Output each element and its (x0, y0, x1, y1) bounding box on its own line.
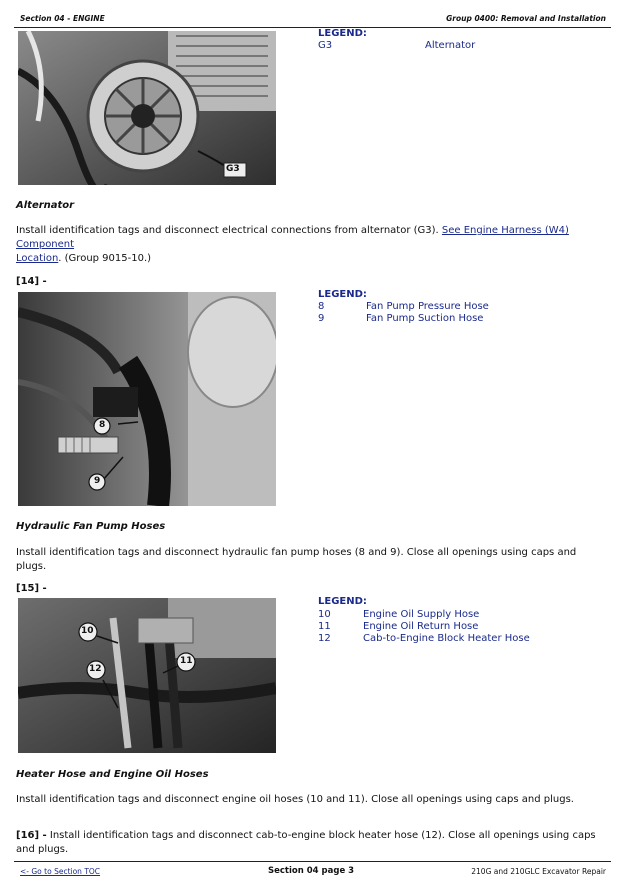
legend-code: 11 (318, 621, 331, 632)
step-16 (16, 829, 616, 857)
engine-harness-link-location[interactable]: Location (16, 253, 59, 264)
legend-desc: Alternator (425, 40, 476, 51)
callout-10: 10 (81, 626, 94, 636)
legend-desc: Engine Oil Supply Hose (363, 609, 480, 620)
legend-code: 8 (318, 301, 325, 312)
legend-code: 9 (318, 313, 325, 324)
page-number: Section 04 page 3 (268, 866, 355, 876)
group-title: Group 0400: Removal and Installation (446, 14, 606, 23)
engine-harness-link[interactable]: See Engine Harness (W4) Component (16, 225, 569, 250)
legend-title: LEGEND: (318, 28, 367, 39)
legend-code: 10 (318, 609, 331, 620)
oil-hoses-instructions: Install identification tags and disconnect engine oil hoses (10 and 11). Close all openings using caps and plugs. (16, 794, 574, 805)
legend-desc: Engine Oil Return Hose (363, 621, 479, 632)
callout-12: 12 (89, 664, 102, 674)
alternator-heading: Alternator (16, 200, 75, 211)
manual-title: 210G and 210GLC Excavator Repair (471, 867, 606, 876)
legend-desc: Fan Pump Suction Hose (366, 313, 484, 324)
alternator-instructions: Install identification tags and disconnect electrical connections from alternator (G3). See Engine Harness (W4) Component Location. (Group 9015-10.) (16, 225, 569, 264)
fan-pump-heading: Hydraulic Fan Pump Hoses (16, 521, 166, 532)
callout-11: 11 (180, 656, 193, 666)
legend-desc: Fan Pump Pressure Hose (366, 301, 489, 312)
legend-title: LEGEND: (318, 596, 367, 607)
step-15-label: [15] - (16, 583, 47, 594)
section-title: Section 04 - ENGINE (20, 14, 105, 23)
step-16-text: Install identification tags and disconnect cab-to-engine block heater hose (12). Close all openings using caps and plugs. (16, 830, 596, 855)
oil-hoses-heading: Heater Hose and Engine Oil Hoses (16, 769, 209, 780)
oil-hoses-photo (18, 598, 276, 753)
step-16-label: [16] - (16, 830, 47, 841)
callout-g3: G3 (226, 164, 240, 174)
fan-pump-instructions: Install identification tags and disconnect hydraulic fan pump hoses (8 and 9). Close all openings using caps and plugs. (16, 547, 577, 572)
legend-desc: Cab-to-Engine Block Heater Hose (363, 633, 530, 644)
legend-code: 12 (318, 633, 331, 644)
callout-8: 8 (99, 420, 106, 430)
footer-rule (14, 861, 611, 862)
legend-code: G3 (318, 40, 333, 51)
callout-9: 9 (94, 476, 101, 486)
step-14-label: [14] - (16, 276, 47, 287)
fan-pump-photo (18, 292, 276, 506)
alternator-photo (18, 31, 276, 185)
section-toc-link[interactable]: <- Go to Section TOC (20, 867, 101, 876)
legend-title: LEGEND: (318, 289, 367, 300)
header-rule (14, 27, 611, 28)
